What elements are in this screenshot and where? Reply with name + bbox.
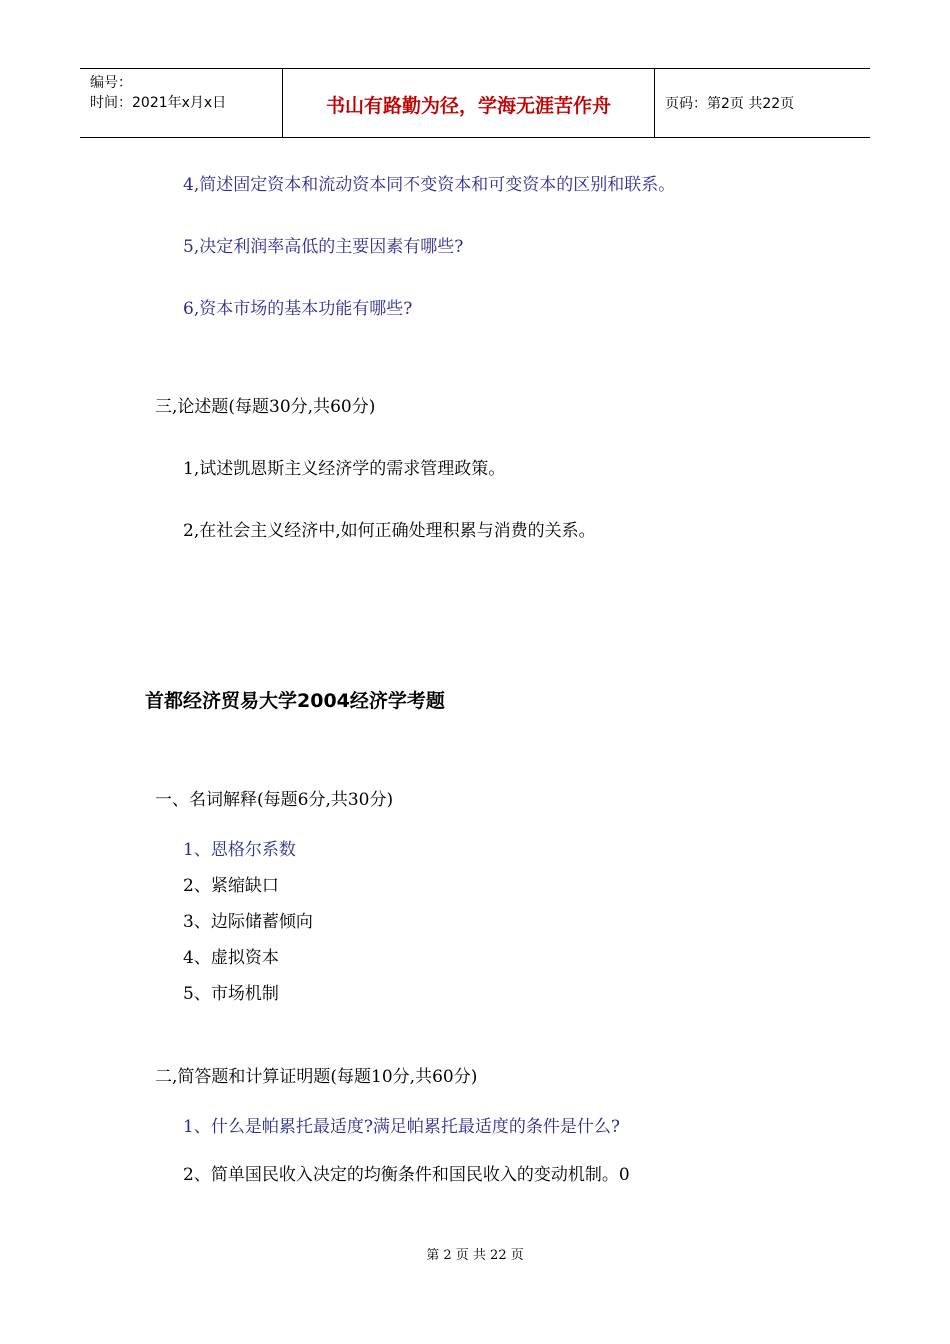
essay-item: 1,试述凯恩斯主义经济学的需求管理政策。 <box>183 459 506 479</box>
header-page-label: 页码：第2页 共22页 <box>665 96 795 112</box>
term-item: 5、市场机制 <box>183 984 279 1004</box>
page-footer: 第 2 页 共 22 页 <box>426 1248 524 1263</box>
question-item: 6,资本市场的基本功能有哪些? <box>183 299 413 319</box>
term-item: 3、边际储蓄倾向 <box>183 912 313 932</box>
term-item: 2、紧缩缺口 <box>183 876 279 896</box>
document-time-label: 时间：2021年x月x日 <box>90 95 227 111</box>
header-meta <box>80 69 282 137</box>
document-number-label: 编号： <box>90 75 132 91</box>
short-answer-item: 1、什么是帕累托最适度?满足帕累托最适度的条件是什么? <box>183 1117 621 1137</box>
essay-item: 2,在社会主义经济中,如何正确处理积累与消费的关系。 <box>183 521 596 541</box>
exam-title: 首都经济贸易大学2004经济学考题 <box>145 690 445 712</box>
short-answer-heading: 二,简答题和计算证明题(每题10分,共60分) <box>155 1067 478 1087</box>
term-item: 1、恩格尔系数 <box>183 840 296 860</box>
header-motto: 书山有路勤为径，学海无涯苦作舟 <box>282 69 655 137</box>
essay-heading: 三,论述题(每题30分,共60分) <box>155 397 376 417</box>
term-item: 4、虚拟资本 <box>183 948 279 968</box>
page-header <box>80 68 870 138</box>
question-item: 5,决定利润率高低的主要因素有哪些? <box>183 237 464 257</box>
question-item: 4,简述固定资本和流动资本同不变资本和可变资本的区别和联系。 <box>183 175 676 195</box>
short-answer-item: 2、简单国民收入决定的均衡条件和国民收入的变动机制。0 <box>183 1165 630 1185</box>
terms-heading: 一、名词解释(每题6分,共30分) <box>155 790 394 810</box>
